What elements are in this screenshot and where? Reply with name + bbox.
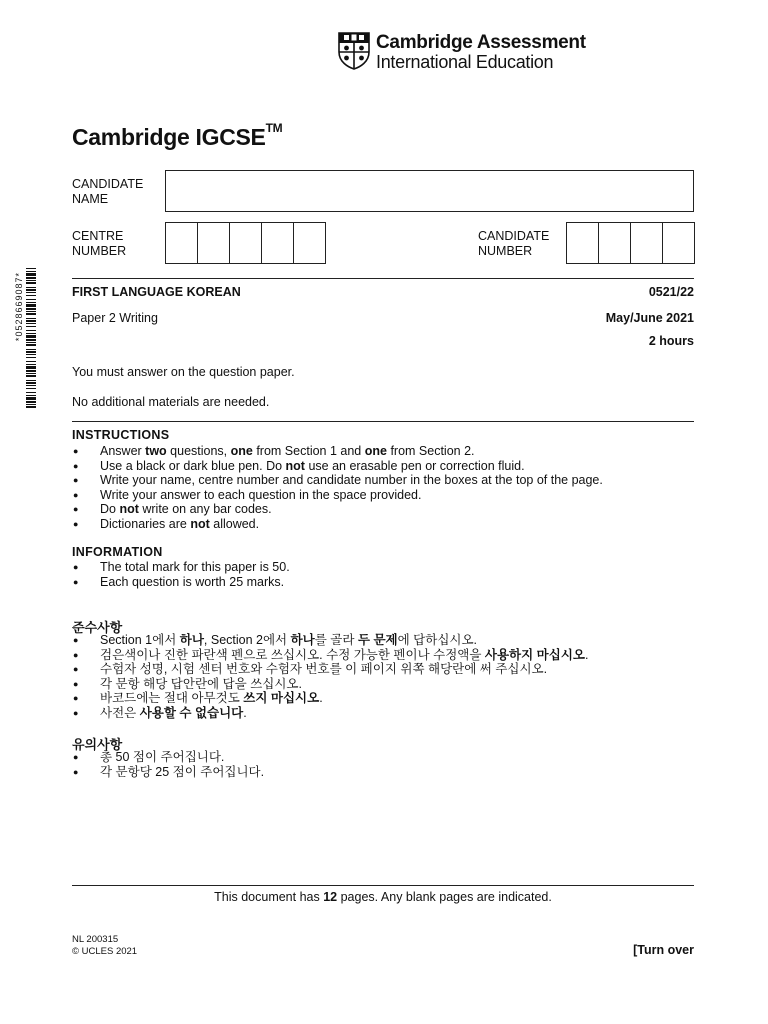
barcode-bar — [26, 357, 36, 358]
barcode-bar — [26, 320, 36, 322]
qualification-name: Cambridge IGCSE — [72, 124, 266, 150]
barcode-bar — [26, 289, 36, 291]
candidate-name-box[interactable] — [165, 170, 694, 212]
barcode-bar — [26, 366, 36, 369]
list-item: ● Section 1에서 하나, Section 2에서 하나를 골라 두 문제에 답하십시오. — [72, 633, 588, 648]
barcode-text: *0528669087* — [14, 272, 24, 342]
materials-note: No additional materials are needed. — [72, 395, 270, 409]
korean-information-list — [72, 750, 264, 779]
barcode-bar — [26, 313, 36, 315]
list-item: ● The total mark for this paper is 50. — [72, 560, 290, 575]
list-item: ● Each question is worth 25 marks. — [72, 575, 290, 590]
divider — [72, 278, 694, 279]
answer-note: You must answer on the question paper. — [72, 365, 295, 379]
list-item: ● 바코드에는 절대 아무것도 쓰지 마십시오. — [72, 691, 588, 706]
candidate-number-cell[interactable] — [663, 223, 694, 263]
paper-component: Paper 2 Writing — [72, 311, 158, 325]
centre-number-cell[interactable] — [198, 223, 230, 263]
barcode — [26, 268, 36, 410]
centre-number-label: CENTRE NUMBER — [72, 229, 127, 258]
list-item: ● Dictionaries are not allowed. — [72, 517, 603, 532]
barcode-bar — [26, 388, 36, 389]
barcode-bar — [26, 375, 36, 377]
barcode-bar — [26, 404, 36, 405]
exam-session: May/June 2021 — [605, 311, 694, 325]
centre-number-cell[interactable] — [262, 223, 294, 263]
centre-number-cell[interactable] — [294, 223, 325, 263]
barcode-bar — [26, 380, 36, 381]
list-item: ● 검은색이나 진한 파란색 펜으로 쓰십시오. 수정 가능한 펜이나 수정액을 사용하지 마십시오. — [72, 648, 588, 663]
list-item: ● Do not write on any bar codes. — [72, 502, 603, 517]
cambridge-shield-icon — [338, 32, 370, 70]
korean-instructions-list — [72, 633, 588, 721]
org-name-line1: Cambridge Assessment — [376, 32, 586, 53]
barcode-bar — [26, 333, 36, 334]
turn-over: [Turn over — [633, 943, 694, 957]
list-item: ● Answer two questions, one from Section 1 and one from Section 2. — [72, 444, 603, 459]
barcode-bar — [26, 373, 36, 374]
centre-number-boxes[interactable] — [165, 222, 326, 264]
candidate-name-label: CANDIDATE NAME — [72, 177, 144, 206]
barcode-bar — [26, 397, 36, 400]
copyright: © UCLES 2021 — [72, 946, 138, 957]
barcode-bar — [26, 382, 36, 384]
barcode-bar — [26, 401, 36, 403]
barcode-bar — [26, 342, 36, 343]
qualification-title — [72, 121, 283, 151]
candidate-number-boxes[interactable] — [566, 222, 695, 264]
trademark: TM — [265, 121, 283, 136]
barcode-bar — [26, 339, 36, 341]
barcode-bar — [26, 292, 36, 293]
divider — [72, 421, 694, 422]
list-item: ● 총 50 점이 주어집니다. — [72, 750, 264, 765]
korean-instructions-heading: 준수사항 — [72, 620, 123, 635]
barcode-bar — [26, 295, 36, 296]
barcode-bar — [26, 326, 36, 327]
barcode-bar — [26, 323, 36, 324]
list-item: ● Write your answer to each question in the space provided. — [72, 488, 603, 503]
barcode-bar — [26, 311, 36, 312]
list-item: ● Use a black or dark blue pen. Do not use an erasable pen or correction fluid. — [72, 459, 603, 474]
syllabus-code: 0521/22 — [648, 285, 694, 299]
instructions-list — [72, 444, 603, 532]
information-heading: INFORMATION — [72, 545, 163, 559]
barcode-bar — [26, 282, 36, 284]
exam-duration: 2 hours — [648, 334, 694, 348]
korean-information-heading: 유의사항 — [72, 737, 123, 752]
information-list — [72, 560, 290, 589]
candidate-number-label: CANDIDATE NUMBER — [478, 229, 550, 258]
barcode-bar — [26, 361, 36, 362]
barcode-bar — [26, 392, 36, 393]
barcode-bar — [26, 406, 36, 408]
barcode-bar — [26, 271, 36, 272]
barcode-bar — [26, 304, 36, 307]
barcode-bar — [26, 299, 36, 300]
list-item: ● 각 문항당 25 점이 주어집니다. — [72, 765, 264, 780]
candidate-number-cell[interactable] — [599, 223, 631, 263]
org-name-line2: International Education — [376, 52, 554, 72]
barcode-bar — [26, 280, 36, 281]
list-item: ● 수험자 성명, 시험 센터 번호와 수험자 번호를 이 페이지 위쪽 해당란에 써 주십시오. — [72, 662, 588, 677]
centre-number-cell[interactable] — [166, 223, 198, 263]
barcode-bar — [26, 385, 36, 386]
barcode-bar — [26, 308, 36, 310]
barcode-bar — [26, 351, 36, 353]
list-item: ● Write your name, centre number and candidate number in the boxes at the top of the page. — [72, 473, 603, 488]
candidate-number-cell[interactable] — [567, 223, 599, 263]
barcode-bar — [26, 302, 36, 303]
barcode-bar — [26, 277, 36, 279]
barcode-bar — [26, 395, 36, 396]
divider — [72, 885, 694, 886]
barcode-bar — [26, 354, 36, 355]
list-item: ● 각 문항 해당 답안란에 답을 쓰십시오. — [72, 677, 588, 692]
barcode-bar — [26, 370, 36, 372]
cambridge-logo — [338, 30, 598, 74]
barcode-bar — [26, 349, 36, 350]
candidate-number-cell[interactable] — [631, 223, 663, 263]
barcode-bar — [26, 335, 36, 338]
paper-reference: NL 200315 — [72, 934, 119, 945]
pages-note: This document has 12 pages. Any blank pages are indicated. — [214, 890, 552, 904]
barcode-bar — [26, 344, 36, 346]
instructions-heading: INSTRUCTIONS — [72, 428, 170, 442]
barcode-bar — [26, 268, 36, 269]
subject-title: FIRST LANGUAGE KOREAN — [72, 285, 241, 299]
document-ref — [72, 934, 137, 958]
barcode-bar — [26, 364, 36, 365]
centre-number-cell[interactable] — [230, 223, 262, 263]
barcode-bar — [26, 330, 36, 331]
barcode-bar — [26, 273, 36, 276]
barcode-bar — [26, 287, 36, 288]
barcode-bar — [26, 318, 36, 319]
list-item: ● 사전은 사용할 수 없습니다. — [72, 706, 588, 721]
